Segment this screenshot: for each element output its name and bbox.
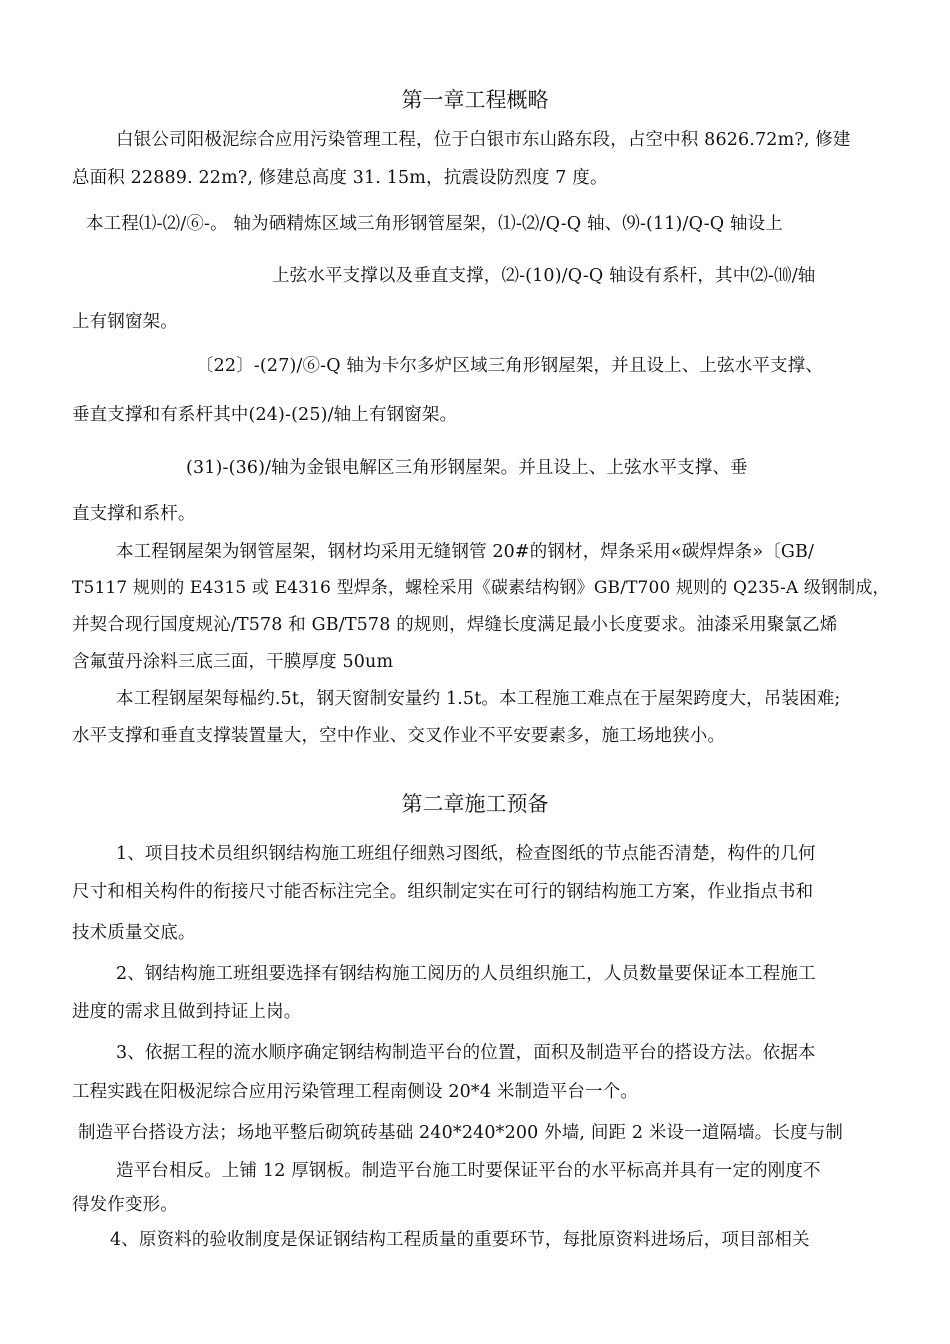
ch2-p2-line1: 2、钢结构施工班组要选择有钢结构施工阅历的人员组织施工，人员数量要保证本工程施工: [116, 964, 816, 984]
ch1-p4-line1: (31)-(36)/轴为金银电解区三角形钢屋架。并且设上、上弦水平支撑、垂: [186, 458, 748, 478]
ch1-p6-line2: 水平支撑和垂直支撑装置量大，空中作业、交叉作业不平安要素多，施工场地狭小。: [72, 726, 726, 746]
ch1-p2-line1: 本工程⑴-⑵/⑥-。 轴为硒精炼区域三角形钢管屋架，⑴-⑵/Q-Q 轴、⑼-(11)/Q-Q 轴设上: [86, 214, 783, 234]
ch1-p1-line2: 总面积 22889. 22m?, 修建总高度 31. 15m，抗震设防烈度 7 度。: [72, 168, 608, 188]
ch2-p1-line1: 1、项目技术员组织钢结构施工班组仔细熟习图纸，检查图纸的节点能否清楚，构件的几何: [116, 844, 816, 864]
ch1-p2-line2: 上弦水平支撑以及垂直支撑，⑵-(10)/Q-Q 轴设有系杆，其中⑵-⑽/轴: [272, 266, 816, 286]
ch1-p6-line1: 本工程钢屋架每榀约.5t，钢天窗制安量约 1.5t。本工程施工难点在于屋架跨度大，吊装困难;: [116, 689, 841, 709]
ch1-p1-line1: 白银公司阳极泥综合应用污染管理工程，位于白银市东山路东段，占空中积 8626.72m?, 修建: [116, 130, 851, 150]
ch2-p4-line1: 制造平台搭设方法；场地平整后砌筑砖基础 240*240*200 外墙, 间距 2 米设一道隔墙。长度与制: [78, 1123, 844, 1143]
ch2-p1-line2: 尺寸和相关构件的衔接尺寸能否标注完全。组织制定实在可行的钢结构施工方案，作业指点书和: [72, 882, 814, 902]
ch1-p3-line2: 垂直支撑和有系杆其中(24)-(25)/轴上有钢窗架。: [72, 405, 458, 425]
ch1-p3-line1: 〔22〕-(27)/⑥-Q 轴为卡尔多炉区域三角形钢屋架，并且设上、上弦水平支撑、: [196, 356, 823, 376]
ch1-p5-line4: 含氟萤丹涂料三底三面，干膜厚度 50um: [72, 652, 394, 672]
ch1-p2-line3: 上有钢窗架。: [72, 312, 178, 332]
ch2-p4-line3: 得发作变形。: [72, 1195, 178, 1215]
ch2-p3-line2: 工程实践在阳极泥综合应用污染管理工程南侧设 20*4 米制造平台一个。: [72, 1082, 639, 1102]
ch2-p3-line1: 3、依据工程的流水顺序确定钢结构制造平台的位置，面积及制造平台的搭设方法。依据本: [116, 1043, 816, 1063]
ch1-p4-line2: 直支撑和系杆。: [72, 504, 196, 524]
ch2-p1-line3: 技术质量交底。: [72, 923, 196, 943]
ch2-p5-line1: 4、原资料的验收制度是保证钢结构工程质量的重要环节，每批原资料进场后，项目部相关: [110, 1230, 810, 1250]
ch1-p5-line2: T5117 规则的 E4315 或 E4316 型焊条，螺栓采用《碳素结构钢》GB/T700 规则的 Q235-A 级钢制成，: [72, 578, 890, 598]
chapter-1-title: 第一章工程概略: [401, 88, 549, 112]
ch1-p5-line1: 本工程钢屋架为钢管屋架，钢材均采用无缝钢管 20#的钢材，焊条采用«碳焊焊条»〔GB/: [116, 542, 815, 562]
ch1-p5-line3: 并契合现行国度规沁/T578 和 GB/T578 的规则，焊缝长度满足最小长度要求。油漆采用聚氯乙烯: [72, 615, 838, 635]
ch2-p4-line2: 造平台相反。上铺 12 厚钢板。制造平台施工时要保证平台的水平标高并具有一定的刚度不: [116, 1161, 821, 1181]
ch2-p2-line2: 进度的需求且做到持证上岗。: [72, 1002, 302, 1022]
chapter-2-title: 第二章施工预备: [401, 792, 549, 816]
